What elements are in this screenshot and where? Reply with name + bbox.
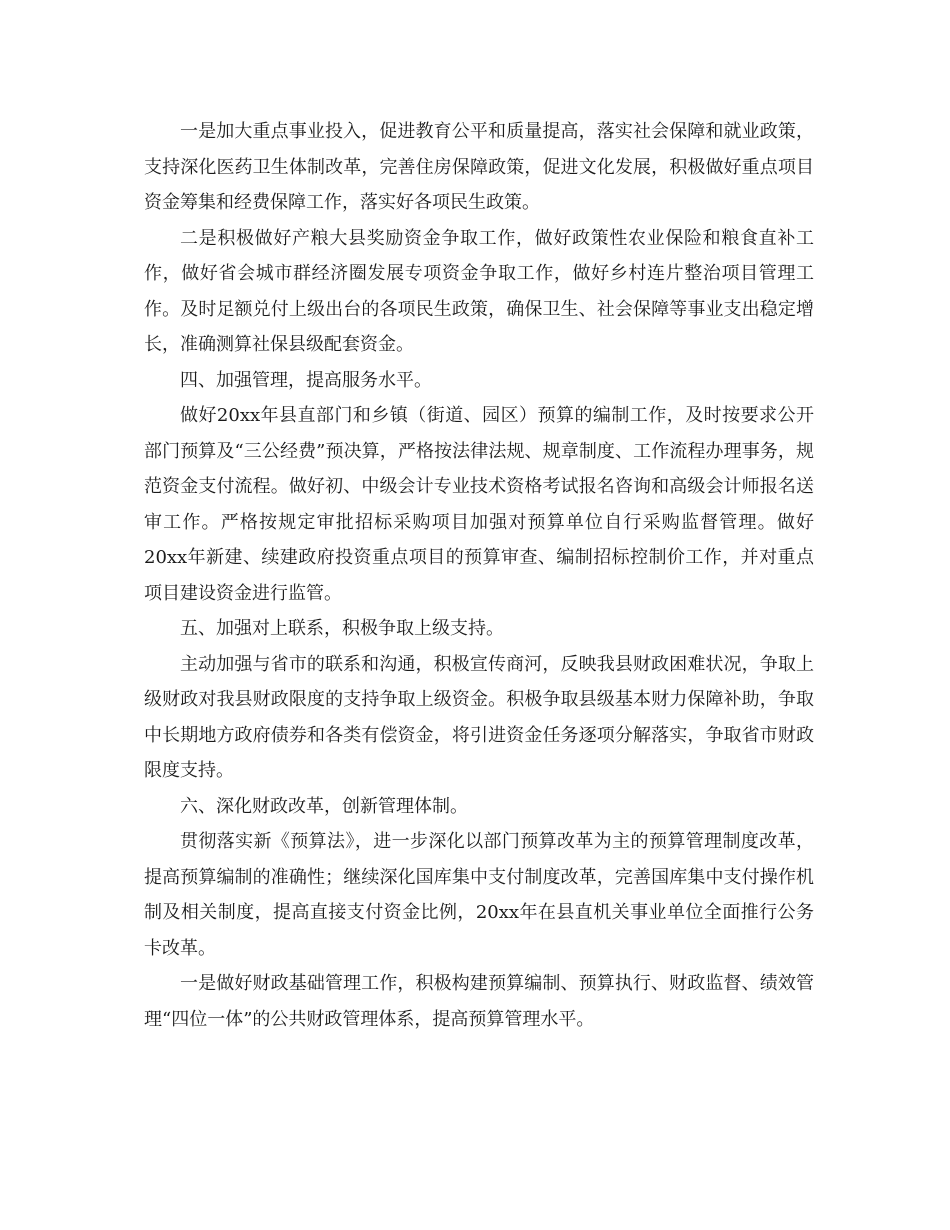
paragraph-key-investment: 一是加大重点事业投入，促进教育公平和质量提高，落实社会保障和就业政策，支持深化医药卫生体制改革，完善住房保障政策，促进文化发展，积极做好重点项目资金筹集和经费保障工作，落实好各项民生政策。 <box>144 121 814 213</box>
paragraph-budget-compilation: 做好20xx年县直部门和乡镇（街道、园区）预算的编制工作，及时按要求公开部门预算及“三公经费”预决算，严格按法律法规、规章制度、工作流程办理事务，规范资金支付流程。做好初、中级会计专业技术资格考试报名咨询和高级会计师报名送审工作。严格按规定审批招标采购项目加强对预算单位自行采购监督管理。做好20xx年新建、续建政府投资重点项目的预算审查、编制招标控制价工作，并对重点项目建设资金进行监管。 <box>144 405 814 604</box>
section-heading-liaison: 五、加强对上联系，积极争取上级支持。 <box>180 618 504 639</box>
paragraph-grain-county-funds: 二是积极做好产粮大县奖励资金争取工作，做好政策性农业保险和粮食直补工作，做好省会城市群经济圈发展专项资金争取工作，做好乡村连片整治项目管理工作。及时足额兑付上级出台的各项民生政策，确保卫生、社会保障等事业支出稳定增长，准确测算社保县级配套资金。 <box>144 227 814 355</box>
paragraph-budget-law: 贯彻落实新《预算法》，进一步深化以部门预算改革为主的预算管理制度改革，提高预算编制的准确性；继续深化国库集中支付制度改革，完善国库集中支付操作机制及相关制度，提高直接支付资金比例，20xx年在县直机关事业单位全面推行公务卡改革。 <box>144 831 814 959</box>
section-heading-management: 四、加强管理，提高服务水平。 <box>180 369 432 391</box>
paragraph-higher-level-support: 主动加强与省市的联系和沟通，积极宣传商河，反映我县财政困难状况，争取上级财政对我县财政限度的支持争取上级资金。积极争取县级基本财力保障补助，争取中长期地方政府债券和各类有偿资金，将引进资金任务逐项分解落实，争取省市财政限度支持。 <box>144 653 814 781</box>
document-body <box>144 114 814 1037</box>
section-heading-reform: 六、深化财政改革，创新管理体制。 <box>180 795 468 817</box>
paragraph-basic-management: 一是做好财政基础管理工作，积极构建预算编制、预算执行、财政监督、绩效管理“四位一体”的公共财政管理体系，提高预算管理水平。 <box>144 973 814 1030</box>
